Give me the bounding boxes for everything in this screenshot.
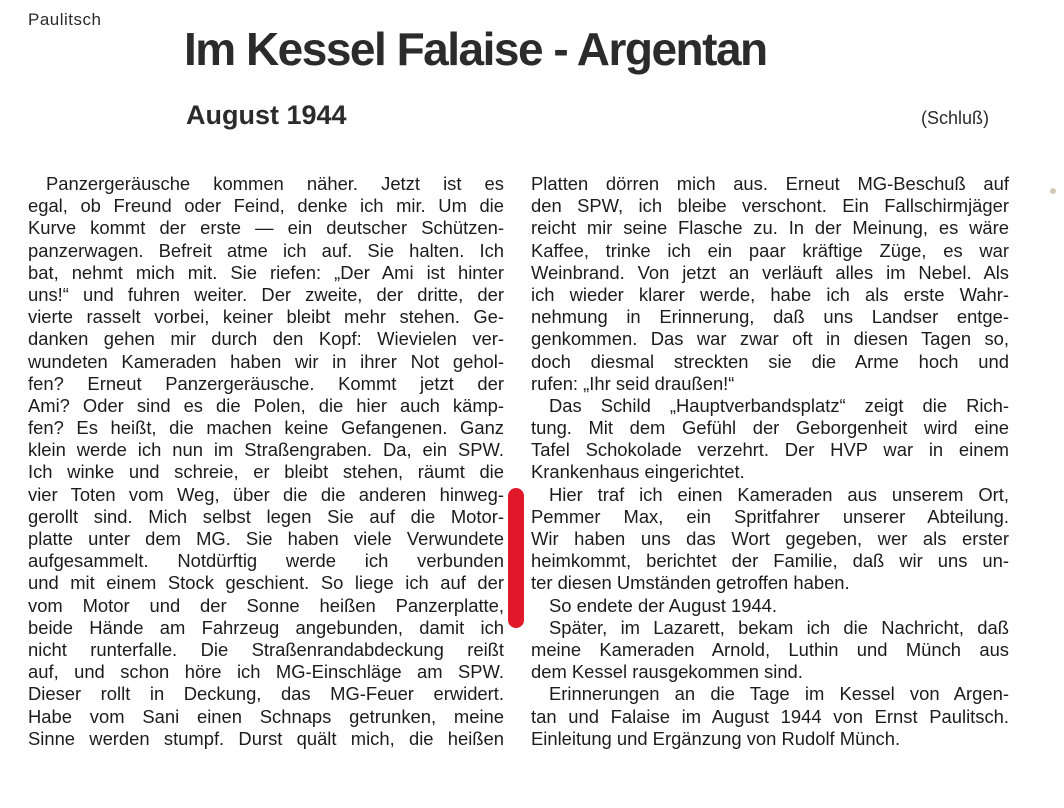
text-line: Platten dörren mich aus. Erneut MG-Beschuß auf xyxy=(531,173,1009,194)
text-line: platte unter dem MG. Sie haben viele Verwundete xyxy=(28,528,504,549)
paper-smudge xyxy=(1050,188,1056,194)
text-line: gerollt sind. Mich selbst legen Sie auf die Motor- xyxy=(28,505,504,527)
text-line: vier Toten vom Weg, über die die anderen hinweg- xyxy=(28,483,504,505)
text-line: ter diesen Umständen getroffen haben. xyxy=(531,572,850,594)
text-line: Das Schild „Hauptverbandsplatz“ zeigt die Rich- xyxy=(549,394,1009,416)
article-subtitle: August 1944 xyxy=(186,100,347,130)
text-line: uns!“ und fuhren weiter. Der zweite, der dritte, der xyxy=(28,283,504,305)
text-line: bat, nehmt mich mit. Sie riefen: „Der Ami ist hinter xyxy=(28,261,504,283)
text-line: genkommen. Das war zwar oft in diesen Tagen so, xyxy=(531,328,1009,350)
text-line: aufgesammelt. Notdürftig werde ich verbunden xyxy=(28,550,504,572)
red-marker xyxy=(508,488,524,628)
text-line: Kaffee, trinke ich ein paar kräftige Züge, es war xyxy=(531,239,1009,261)
text-line: doch diesmal streckten sie die Arme hoch und xyxy=(531,350,1009,372)
text-line: ich wieder klarer werde, habe ich als erste Wahr- xyxy=(531,283,1009,305)
text-line: Später, im Lazarett, bekam ich die Nachricht, daß xyxy=(549,616,1009,638)
text-line: tan und Falaise im August 1944 von Ernst Paulitsch. xyxy=(531,705,1009,727)
text-line: Kurve kommt der erste — ein deutscher Schützen- xyxy=(28,217,504,239)
text-line: So endete der August 1944. xyxy=(549,594,778,616)
text-line: Ich winke und schreie, er bleibt stehen, räumt die xyxy=(28,461,504,483)
continuation-note: (Schluß) xyxy=(921,108,990,128)
text-line: danken gehen mir durch den Kopf: Wievielen ver- xyxy=(28,328,504,350)
text-line: vierte rasselt vorbei, keiner bleibt mehr stehen. Ge- xyxy=(28,306,504,328)
text-line: reicht mir seine Flasche zu. In der Meinung, es wäre xyxy=(531,217,1009,239)
text-line: den SPW, ich bleibe verschont. Ein Fallschirmjäger xyxy=(531,195,1009,217)
text-line: vom Motor und der Sonne heißen Panzerplatte, xyxy=(28,594,504,616)
text-line: und mit einem Stock geschient. So liege ich auf der xyxy=(28,572,504,594)
text-line: beide Hände am Fahrzeug angebunden, damit ich xyxy=(28,616,504,638)
text-line: Krankenhaus eingerichtet. xyxy=(531,461,745,483)
text-line: heimkommt, berichtet der Familie, daß wir uns un- xyxy=(531,550,1009,572)
text-line: klein werde ich nun im Straßengraben. Da, ein SPW. xyxy=(28,439,504,461)
text-line: fen? Erneut Panzergeräusche. Kommt jetzt der xyxy=(28,372,504,394)
text-line: tung. Mit dem Gefühl der Geborgenheit wird eine xyxy=(531,417,1009,439)
text-column-left xyxy=(28,173,504,750)
text-column-right xyxy=(531,173,1009,750)
text-line: fen? Es heißt, die machen keine Gefangenen. Ganz xyxy=(28,417,504,439)
text-line: Tafel Schokolade verzehrt. Der HVP war in einem xyxy=(531,439,1009,461)
text-line: Ami? Oder sind es die Polen, die hier auch kämp- xyxy=(28,394,504,416)
text-line: Habe vom Sani einen Schnaps getrunken, meine xyxy=(28,705,504,727)
text-line: auf, und schon höre ich MG-Einschläge am SPW. xyxy=(28,661,504,683)
text-line: wundeten Kameraden haben wir in ihrer Not gehol- xyxy=(28,350,504,372)
text-line: nicht runterfalle. Die Straßenrandabdeckung reißt xyxy=(28,638,504,660)
text-line: rufen: „Ihr seid draußen!“ xyxy=(531,372,735,394)
text-line: Panzergeräusche kommen näher. Jetzt ist es xyxy=(46,173,504,194)
text-line: Pemmer Max, ein Spritfahrer unserer Abteilung. xyxy=(531,505,1009,527)
text-line: nehmung in Erinnerung, daß uns Landser entge- xyxy=(531,306,1009,328)
text-line: Einleitung und Ergänzung von Rudolf Münch. xyxy=(531,727,901,749)
text-line: egal, ob Freund oder Feind, denke ich mir. Um die xyxy=(28,195,504,217)
text-line: Sinne werden stumpf. Durst quält mich, die heißen xyxy=(28,727,504,749)
text-line: Dieser rollt in Deckung, das MG-Feuer erwidert. xyxy=(28,683,504,705)
author-name: Paulitsch xyxy=(28,10,102,29)
text-line: Wir haben uns das Wort gegeben, wer als erster xyxy=(531,528,1009,549)
text-line: dem Kessel rausgekommen sind. xyxy=(531,661,803,683)
text-line: Weinbrand. Von jetzt an verläuft alles im Nebel. Als xyxy=(531,261,1009,283)
article-title: Im Kessel Falaise - Argentan xyxy=(184,23,767,75)
text-line: Erinnerungen an die Tage im Kessel von Argen- xyxy=(549,683,1009,705)
text-line: Hier traf ich einen Kameraden aus unserem Ort, xyxy=(549,483,1009,505)
text-line: panzerwagen. Befreit atme ich auf. Sie halten. Ich xyxy=(28,239,504,261)
text-line: meine Kameraden Arnold, Luthin und Münch aus xyxy=(531,638,1009,660)
